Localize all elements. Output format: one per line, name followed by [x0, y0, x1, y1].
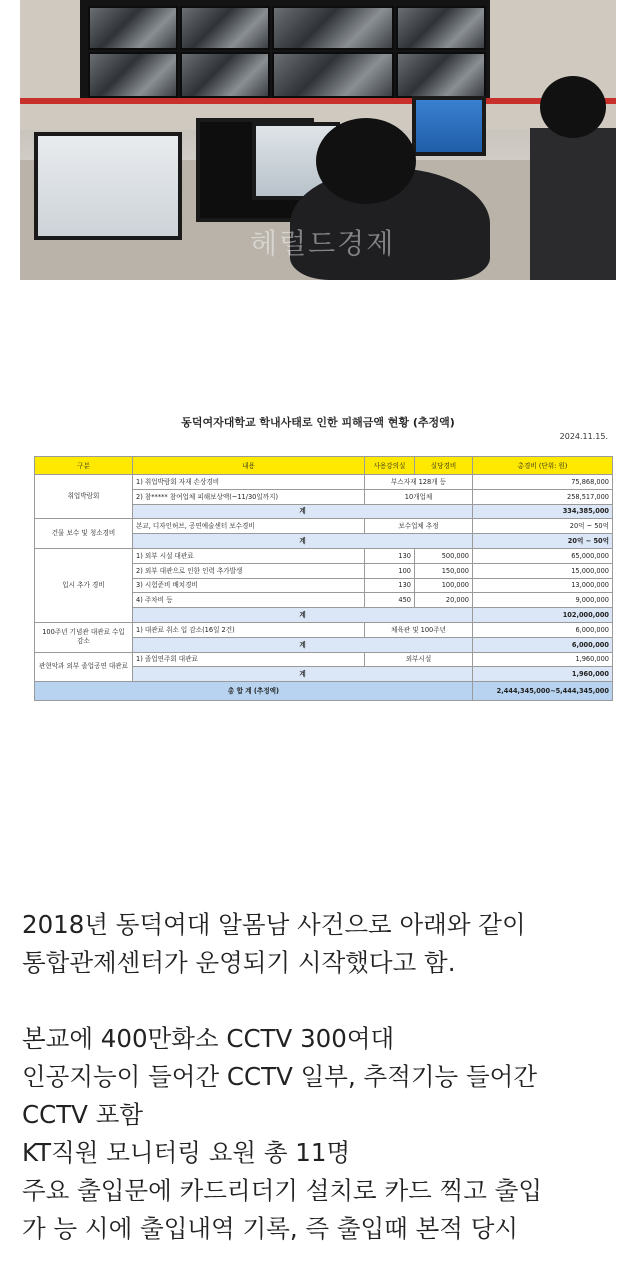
text-line: 2018년 동덕여대 알몸남 사건으로 아래와 같이 [22, 910, 526, 939]
subtotal-label: 계 [133, 534, 473, 549]
room-cell: 100 [365, 563, 415, 578]
document-title: 동덕여자대학교 학내사태로 인한 피해금액 현황 (추정액) [181, 416, 455, 429]
header-cell: 실당경비 [415, 457, 473, 475]
video-wall-screen [272, 6, 394, 50]
category-cell: 취업박람회 [35, 475, 133, 519]
grand-total-label: 총 합 계 (추정액) [35, 682, 473, 701]
total-cell: 75,868,000 [473, 475, 613, 490]
video-wall-screen [88, 52, 178, 98]
text-line: CCTV 포함 [22, 1100, 144, 1129]
text-line: KT직원 모니터링 요원 총 11명 [22, 1138, 351, 1167]
content-cell: 2) 참***** 참여업체 피해보상액(~11/30일까지) [133, 489, 365, 504]
category-cell: 건물 보수 및 청소경비 [35, 519, 133, 549]
room-cell: 부스자재 128개 등 [365, 475, 473, 490]
subtotal-value: 102,000,000 [473, 608, 613, 623]
total-cell: 20억 ~ 50억 [473, 519, 613, 534]
video-wall-screen [396, 52, 486, 98]
room-cell: 130 [365, 548, 415, 563]
room-cell: 130 [365, 578, 415, 593]
category-cell: 100주년 기념관 대관료 수입 감소 [35, 622, 133, 652]
room-cell: 체육관 및 100주년 [365, 622, 473, 637]
subtotal-value: 334,385,000 [473, 504, 613, 519]
unit-cell: 100,000 [415, 578, 473, 593]
damage-document [20, 392, 616, 752]
total-cell: 1,960,000 [473, 652, 613, 667]
total-cell: 13,000,000 [473, 578, 613, 593]
operator-head [316, 118, 416, 204]
content-cell: 1) 졸업연주회 대관료 [133, 652, 365, 667]
category-cell: 관현악과 외부 졸업공연 대관료 [35, 652, 133, 682]
content-cell: 2) 외부 대관으로 인한 인력 추가발생 [133, 563, 365, 578]
video-wall [80, 0, 490, 100]
total-cell: 258,517,000 [473, 489, 613, 504]
red-stripe [20, 98, 616, 104]
text-line: 본교에 400만화소 CCTV 300여대 [22, 1024, 395, 1053]
total-cell: 15,000,000 [473, 563, 613, 578]
table-row [35, 548, 613, 563]
total-cell: 6,000,000 [473, 622, 613, 637]
subtotal-label: 계 [133, 504, 473, 519]
header-cell: 구분 [35, 457, 133, 475]
table-row [35, 652, 613, 667]
content-cell: 1) 대관료 취소 입 감소(16일 2건) [133, 622, 365, 637]
content-cell: 4) 주차비 등 [133, 593, 365, 608]
text-line: 가 능 시에 출입내역 기록, 즉 출입때 본적 당시 [22, 1214, 519, 1243]
desk-monitor [34, 132, 182, 240]
grand-total-value: 2,444,345,000~5,444,345,000 [473, 682, 613, 701]
video-wall-screen [180, 52, 270, 98]
subtotal-label: 계 [133, 637, 473, 652]
video-wall-screen [272, 52, 394, 98]
video-wall-screen [88, 6, 178, 50]
video-wall-screen [180, 6, 270, 50]
desk-monitor [412, 96, 486, 156]
text-line: 인공지능이 들어간 CCTV 일부, 추적기능 들어간 [22, 1062, 538, 1091]
table-row [35, 475, 613, 490]
control-center-photo [20, 0, 616, 280]
room-cell: 외부시설 [365, 652, 473, 667]
unit-cell: 150,000 [415, 563, 473, 578]
header-cell: 사용강의실 [365, 457, 415, 475]
damage-table [34, 456, 613, 701]
total-cell: 65,000,000 [473, 548, 613, 563]
room-cell: 450 [365, 593, 415, 608]
subtotal-label: 계 [133, 667, 473, 682]
content-cell: 1) 외부 시설 대관료 [133, 548, 365, 563]
table-header-row [35, 457, 613, 475]
total-cell: 9,000,000 [473, 593, 613, 608]
grand-total-row [35, 682, 613, 701]
content-cell: 3) 시험준비 배치경비 [133, 578, 365, 593]
paragraph-gap [22, 982, 632, 1020]
subtotal-value: 1,960,000 [473, 667, 613, 682]
document-date: 2024.11.15. [559, 432, 608, 441]
operator-head [540, 76, 606, 138]
header-cell: 내용 [133, 457, 365, 475]
text-line: 통합관제센터가 운영되기 시작했다고 함. [22, 948, 456, 977]
room-cell: 보수업체 추정 [365, 519, 473, 534]
unit-cell: 500,000 [415, 548, 473, 563]
video-wall-screen [396, 6, 486, 50]
operator-person [530, 128, 616, 280]
table-row [35, 519, 613, 534]
content-cell: 본교, 디자인허브, 공연예술센터 보수경비 [133, 519, 365, 534]
unit-cell: 20,000 [415, 593, 473, 608]
header-cell: 총경비 (단위: 원) [473, 457, 613, 475]
text-line: 주요 출입문에 카드리더기 설치로 카드 찍고 출입 [22, 1176, 543, 1205]
subtotal-label: 계 [133, 608, 473, 623]
category-cell: 입시 추가 경비 [35, 548, 133, 622]
content-cell: 1) 취업박람회 자재 손상경비 [133, 475, 365, 490]
article-body [22, 906, 632, 1248]
table-row [35, 622, 613, 637]
watermark: 헤럴드경제 [250, 227, 396, 260]
room-cell: 10개업체 [365, 489, 473, 504]
subtotal-value: 6,000,000 [473, 637, 613, 652]
subtotal-value: 20억 ~ 50억 [473, 534, 613, 549]
